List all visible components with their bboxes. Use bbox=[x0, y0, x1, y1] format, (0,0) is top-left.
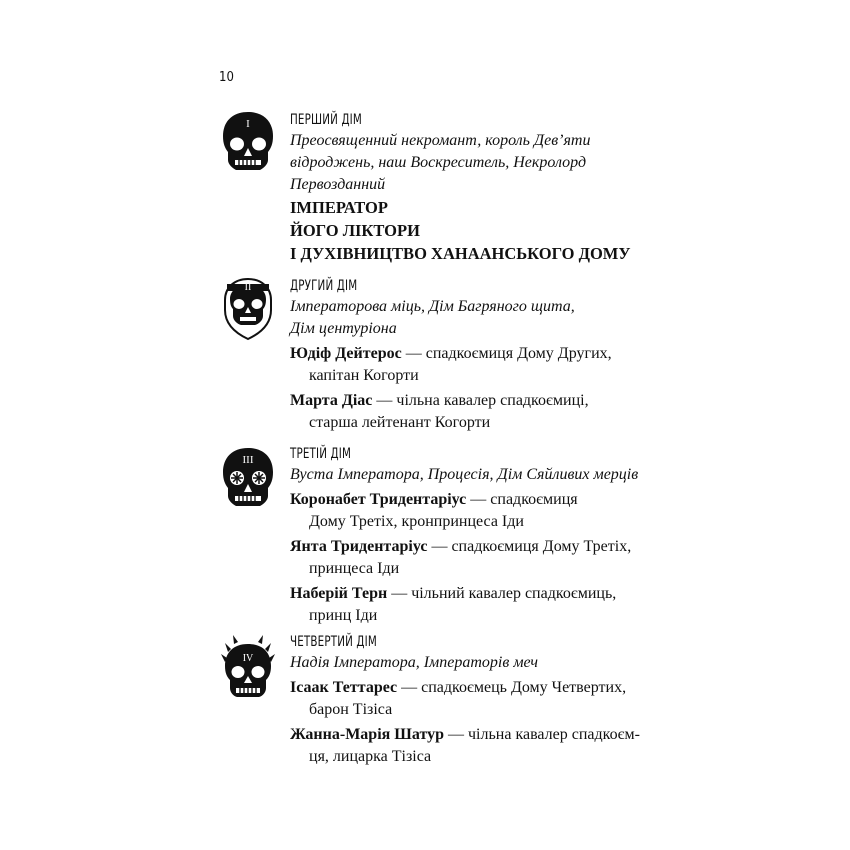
member-role: — спадкоємиця bbox=[466, 491, 578, 508]
house-title: ДРУГИЙ ДІМ bbox=[290, 278, 358, 294]
house-member bbox=[290, 390, 690, 434]
skull-icon-second-house bbox=[219, 276, 277, 342]
member-role: — чільна кавалер спадкоємиці, bbox=[372, 392, 589, 409]
member-role-continued: старша лейтенант Когорти bbox=[309, 414, 491, 431]
house-member bbox=[290, 583, 690, 627]
skull-icon-fourth-house bbox=[219, 632, 277, 712]
member-role: — спадкоємиця Дому Третіх, bbox=[427, 538, 632, 555]
member-name: Жанна-Марія Шатур bbox=[290, 726, 444, 743]
member-heading: ЙОГО ЛІКТОРИ bbox=[290, 221, 420, 240]
member-heading: І ДУХІВНИЦТВО ХАНААНСЬКОГО ДОМУ bbox=[290, 244, 631, 263]
house-member bbox=[290, 677, 690, 721]
member-role: — спадкоємиця Дому Других, bbox=[401, 345, 612, 362]
house-epithet: Преосвященний некромант, король Дев’яти bbox=[290, 132, 591, 149]
house-member bbox=[290, 343, 690, 387]
house-member bbox=[290, 489, 690, 533]
house-epithet: Імператорова міць, Дім Багряного щита, bbox=[290, 298, 575, 315]
member-role: — спадкоємець Дому Четвертих, bbox=[397, 679, 627, 696]
house-title: ПЕРШИЙ ДІМ bbox=[290, 112, 362, 128]
house-title: ТРЕТІЙ ДІМ bbox=[290, 446, 352, 462]
skull-icon-first-house bbox=[219, 110, 277, 176]
member-role: — чільний кавалер спадкоємиць, bbox=[387, 585, 617, 602]
numeral-third-house: III bbox=[242, 454, 254, 466]
house-epithet: Дім центуріона bbox=[290, 320, 397, 337]
house-epithet: відроджень, наш Воскреситель, Некролорд bbox=[290, 154, 587, 171]
house-member bbox=[290, 536, 690, 580]
member-name: Юдіф Дейтерос bbox=[290, 345, 402, 362]
member-name: Янта Тридентаріус bbox=[290, 538, 428, 555]
house-epithet: Вуста Імператора, Процесія, Дім Сяйливих мерців bbox=[290, 466, 639, 483]
member-role-continued: ця, лицарка Тізіса bbox=[309, 748, 432, 765]
house-member bbox=[290, 724, 690, 768]
page-number: 10 bbox=[219, 70, 234, 85]
numeral-first-house: I bbox=[246, 118, 250, 130]
member-role-continued: принцеса Іди bbox=[309, 560, 400, 577]
member-name: Марта Діас bbox=[290, 392, 373, 409]
numeral-second-house: II bbox=[244, 282, 252, 293]
member-role-continued: принц Іди bbox=[309, 607, 378, 624]
member-role-continued: капітан Когорти bbox=[309, 367, 419, 384]
house-title: ЧЕТВЕРТИЙ ДІМ bbox=[290, 634, 377, 650]
member-name: Коронабет Тридентаріус bbox=[290, 491, 467, 508]
member-name: Наберій Терн bbox=[290, 585, 388, 602]
member-role-continued: Дому Третіх, кронпринцеса Іди bbox=[309, 513, 524, 530]
skull-icon-third-house bbox=[219, 446, 277, 512]
member-name: Ісаак Теттарес bbox=[290, 679, 398, 696]
numeral-fourth-house: IV bbox=[242, 653, 254, 664]
member-heading: ІМПЕРАТОР bbox=[290, 198, 388, 217]
member-role-continued: барон Тізіса bbox=[309, 701, 393, 718]
house-epithet: Надія Імператора, Імператорів меч bbox=[290, 654, 539, 671]
member-role: — чільна кавалер спадкоєм- bbox=[444, 726, 640, 743]
house-epithet: Первозданний bbox=[290, 176, 386, 193]
